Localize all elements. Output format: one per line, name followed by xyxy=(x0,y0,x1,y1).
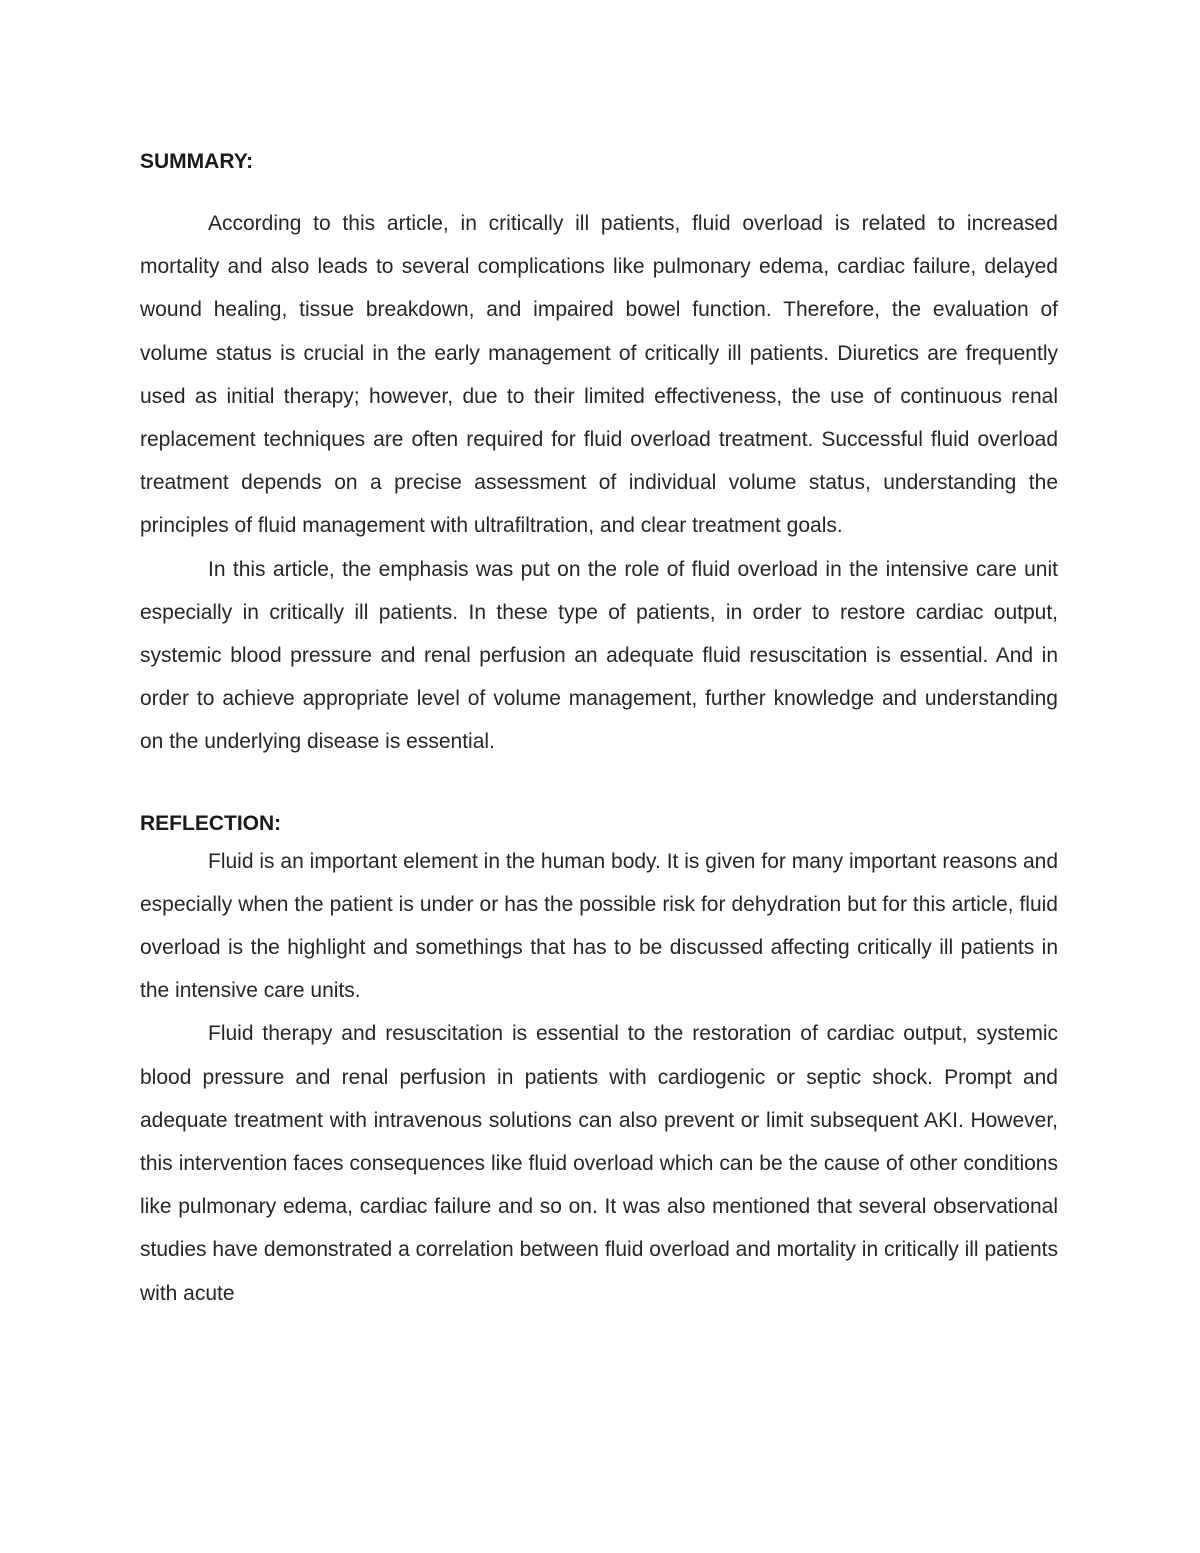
reflection-section xyxy=(140,840,1058,1315)
summary-paragraph-1: According to this article, in critically ill patients, fluid overload is related to increased mortality and also leads to several complications like pulmonary edema, cardiac failure, delayed wound healing, tissue breakdown, and impaired bowel function. Therefore, the evaluation of volume status is crucial in the early management of critically ill patients. Diuretics are frequently used as initial therapy; however, due to their limited effectiveness, the use of continuous renal replacement techniques are often required for fluid overload treatment. Successful fluid overload treatment depends on a precise assessment of individual volume status, understanding the principles of fluid management with ultrafiltration, and clear treatment goals. xyxy=(140,212,1058,538)
summary-paragraph-2: In this article, the emphasis was put on the role of fluid overload in the intensive care unit especially in critically ill patients. In these type of patients, in order to restore cardiac output, systemic blood pressure and renal perfusion an adequate fluid resuscitation is essential. And in order to achieve appropriate level of volume management, further knowledge and understanding on the underlying disease is essential. xyxy=(140,557,1058,754)
reflection-heading: REFLECTION: xyxy=(140,811,282,835)
reflection-paragraph-1: Fluid is an important element in the human body. It is given for many important reasons and especially when the patient is under or has the possible risk for dehydration but for this article, fluid overload is the highlight and somethings that has to be discussed affecting critically ill patients in the intensive care units. xyxy=(140,849,1058,1003)
reflection-paragraph-2: Fluid therapy and resuscitation is essential to the restoration of cardiac output, systemic blood pressure and renal perfusion in patients with cardiogenic or septic shock. Prompt and adequate treatment with intravenous solutions can also prevent or limit subsequent AKI. However, this intervention faces consequences like fluid overload which can be the cause of other conditions like pulmonary edema, cardiac failure and so on. It was also mentioned that several observational studies have demonstrated a correlation between fluid overload and mortality in critically ill patients with acute xyxy=(140,1022,1058,1305)
document-page xyxy=(140,140,1058,1315)
summary-heading: SUMMARY: xyxy=(140,150,254,173)
